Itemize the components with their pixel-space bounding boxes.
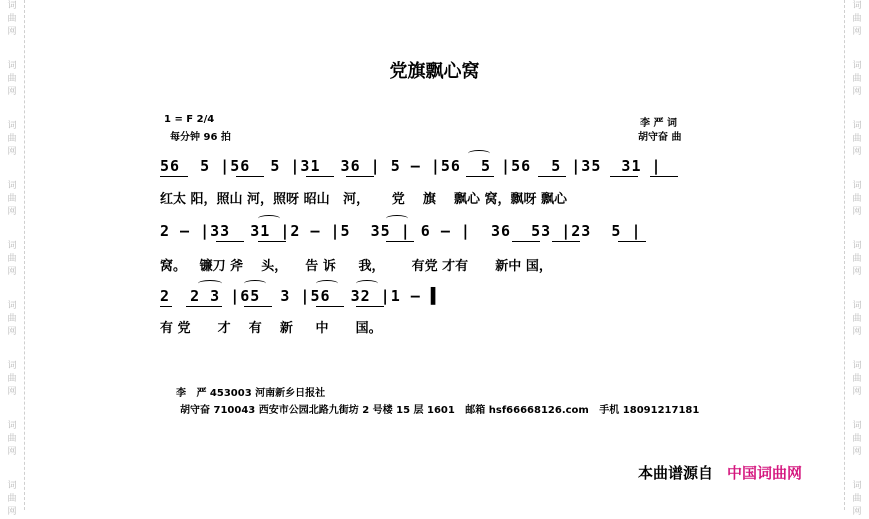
slur-mark — [386, 215, 408, 222]
beam-underline — [236, 176, 264, 177]
beam-underline — [650, 176, 678, 177]
beam-underline — [258, 241, 286, 242]
source-credit — [638, 462, 802, 483]
key-signature: 1 = F 2/4 — [164, 114, 215, 125]
slur-mark — [244, 280, 266, 287]
beam-underline — [552, 241, 580, 242]
lyricist-credit: 李 严 词 — [640, 118, 677, 129]
notation-line-1: 56 5 |56 5 |31 36 | 5 — |56 5 |56 5 |35 31 | — [160, 157, 662, 175]
notation-line-3: 2 2 3 |65 3 |56 32 |1 — ▌ — [160, 287, 441, 305]
composer-contact: 胡守奋 710043 西安市公园北路九街坊 2 号楼 15 层 1601 邮箱 hsf66668126.com 手机 18091217181 — [180, 405, 700, 416]
watermark-glyphs: 词 曲 网 — [852, 361, 862, 397]
watermark-glyphs: 词 曲 网 — [7, 121, 17, 157]
beam-underline — [618, 241, 646, 242]
beam-underline — [386, 241, 414, 242]
watermark-glyphs: 词 曲 网 — [7, 421, 17, 457]
watermark-glyphs: 词 曲 网 — [7, 481, 17, 517]
watermark-glyphs: 词 曲 网 — [7, 301, 17, 337]
watermark-glyphs: 词 曲 网 — [7, 61, 17, 97]
source-brand-link[interactable]: 中国词曲网 — [727, 464, 803, 482]
beam-underline — [610, 176, 638, 177]
slur-mark — [258, 215, 280, 222]
watermark-glyphs: 词 曲 网 — [852, 301, 862, 337]
notation-line-2: 2 — |33 31 |2 — |5 35 | 6 — | 36 53 |23 5 | — [160, 222, 642, 240]
beam-underline — [346, 176, 374, 177]
lyrics-line-1: 红太 阳，照山 河，照呀 昭山 河， 党 旗 飘心 窝，飘呀 飘心 — [160, 192, 568, 207]
composer-credit: 胡守奋 曲 — [638, 132, 682, 143]
beam-underline — [244, 306, 272, 307]
beam-underline — [466, 176, 494, 177]
slur-mark — [468, 150, 490, 157]
slur-mark — [198, 280, 222, 287]
watermark-glyphs: 词 曲 网 — [852, 421, 862, 457]
watermark-glyphs: 词 曲 网 — [852, 481, 862, 517]
watermark-glyphs: 词 曲 网 — [7, 1, 17, 37]
beam-underline — [316, 306, 344, 307]
watermark-glyphs: 词 曲 网 — [852, 121, 862, 157]
beam-underline — [538, 176, 566, 177]
beam-underline — [216, 241, 244, 242]
slur-mark — [356, 280, 378, 287]
beam-underline — [512, 241, 540, 242]
beam-underline — [160, 306, 172, 307]
beam-underline — [306, 176, 334, 177]
song-title: 党旗飘心窝 — [389, 61, 480, 82]
watermark-glyphs: 词 曲 网 — [7, 361, 17, 397]
slur-mark — [316, 280, 338, 287]
source-label: 本曲谱源自 — [638, 464, 714, 482]
beam-underline — [356, 306, 384, 307]
beam-underline — [186, 306, 222, 307]
watermark-glyphs: 词 曲 网 — [7, 181, 17, 217]
watermark-glyphs: 词 曲 网 — [852, 61, 862, 97]
beam-underline — [160, 176, 188, 177]
lyricist-contact: 李 严 453003 河南新乡日报社 — [176, 388, 326, 399]
watermark-glyphs: 词 曲 网 — [7, 241, 17, 277]
lyrics-line-2: 窝。 镰刀 斧 头， 告 诉 我， 有党 才有 新中 国， — [160, 259, 552, 274]
watermark-glyphs: 词 曲 网 — [852, 241, 862, 277]
watermark-glyphs: 词 曲 网 — [852, 181, 862, 217]
watermark-glyphs: 词 曲 网 — [852, 1, 862, 37]
tempo-marking: 每分钟 96 拍 — [170, 132, 231, 143]
lyrics-line-3: 有 党 才 有 新 中 国。 — [160, 321, 382, 336]
